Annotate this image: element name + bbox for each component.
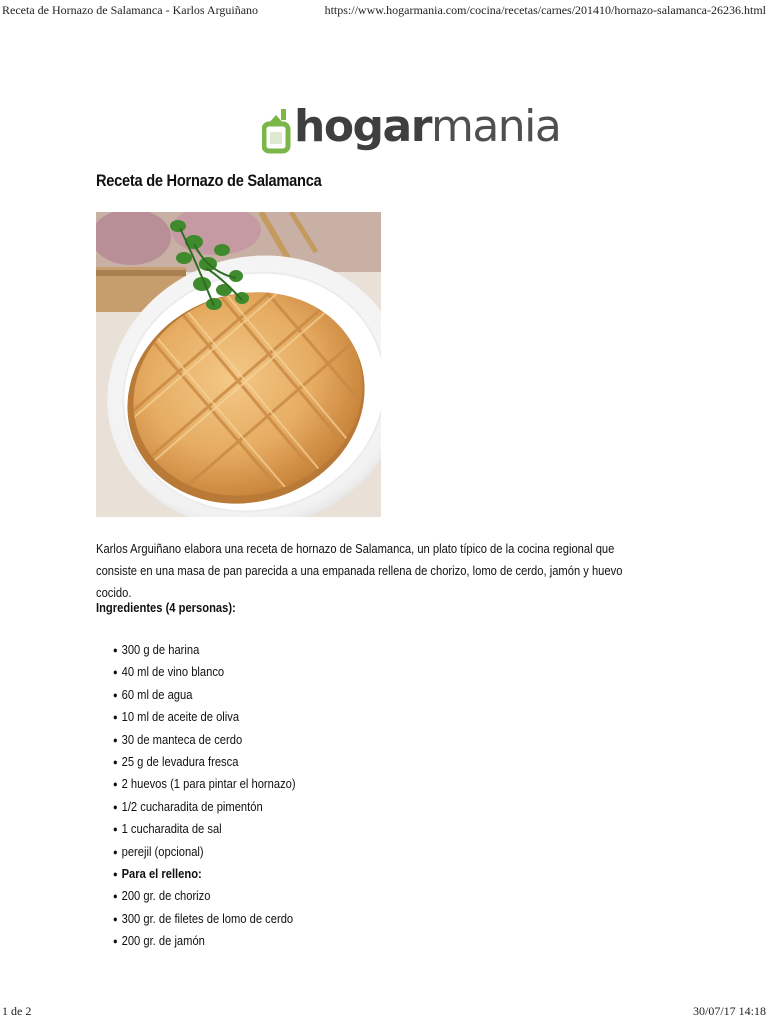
list-item [113,751,296,773]
list-item-text: 300 gr. de filetes de lomo de cerdo [121,910,294,926]
hogarmania-logo[interactable] [262,92,561,168]
list-item [113,684,296,706]
recipe-intro: Karlos Arguiñano elabora una receta de hornazo de Salamanca, un plato típico de la cocina regional que consiste en una masa de pan parecida a una empanada rellena de chorizo, lomo de cerdo, jamón y huevo cocido. [96,541,623,600]
bullet-icon: ● [113,824,118,835]
bullet-icon: ● [113,756,118,767]
bullet-icon: ● [113,667,118,678]
list-item [113,796,296,818]
recipe-title: Receta de Hornazo de Salamanca [96,171,322,190]
list-item [113,863,296,885]
list-item [113,706,296,728]
list-item-text: 2 huevos (1 para pintar el hornazo) [121,776,296,792]
ingredients-heading: Ingredientes (4 personas): [96,600,236,615]
bullet-icon: ● [113,846,118,857]
bullet-icon: ● [113,936,118,947]
list-item-text: Para el relleno: [121,865,202,881]
list-item-text: 30 de manteca de cerdo [121,731,243,747]
list-item [113,818,296,840]
hornazo-pie-photo [96,212,381,517]
list-item-text: 10 ml de aceite de oliva [121,709,240,725]
logo-text-hogar: hogar [294,101,431,152]
page-number: 1 de 2 [2,1004,32,1018]
list-item-text: perejil (opcional) [121,843,204,859]
list-item-text: 60 ml de agua [121,686,193,702]
list-item-text: 200 gr. de jamón [121,933,205,949]
bullet-icon: ● [113,645,118,655]
list-item [113,773,296,795]
list-item-text: 1 cucharadita de sal [121,821,222,837]
bullet-icon: ● [113,891,118,902]
list-item [113,885,296,907]
print-header [0,3,768,21]
list-item-text: 1/2 cucharadita de pimentón [121,798,263,814]
list-item-text: 300 g de harina [121,642,200,657]
print-footer [0,1004,768,1022]
bullet-icon: ● [113,734,118,745]
bullet-icon: ● [113,801,118,812]
list-item [113,930,296,952]
print-datetime: 30/07/17 14:18 [692,1004,766,1018]
logo-text [294,101,561,152]
list-item [113,841,296,863]
bullet-icon: ● [113,779,118,790]
bullet-icon: ● [113,868,118,879]
list-item [113,661,296,683]
bullet-icon: ● [113,913,118,924]
list-item-text: 200 gr. de chorizo [121,888,211,904]
house-icon [262,104,292,156]
logo-text-mania: mania [430,101,561,152]
list-item [113,729,296,751]
ingredient-list [113,639,325,952]
bullet-icon: ● [113,712,118,723]
list-item [113,639,296,661]
list-item-text: 40 ml de vino blanco [121,664,225,680]
bullet-icon: ● [113,689,118,700]
page-title: Receta de Hornazo de Salamanca - Karlos Arguiñano [2,3,259,17]
page-url[interactable]: https://www.hogarmania.com/cocina/recetas/carnes/201410/hornazo-salamanca-26236.html [324,3,766,17]
list-item [113,908,296,930]
list-item-text: 25 g de levadura fresca [121,753,239,769]
